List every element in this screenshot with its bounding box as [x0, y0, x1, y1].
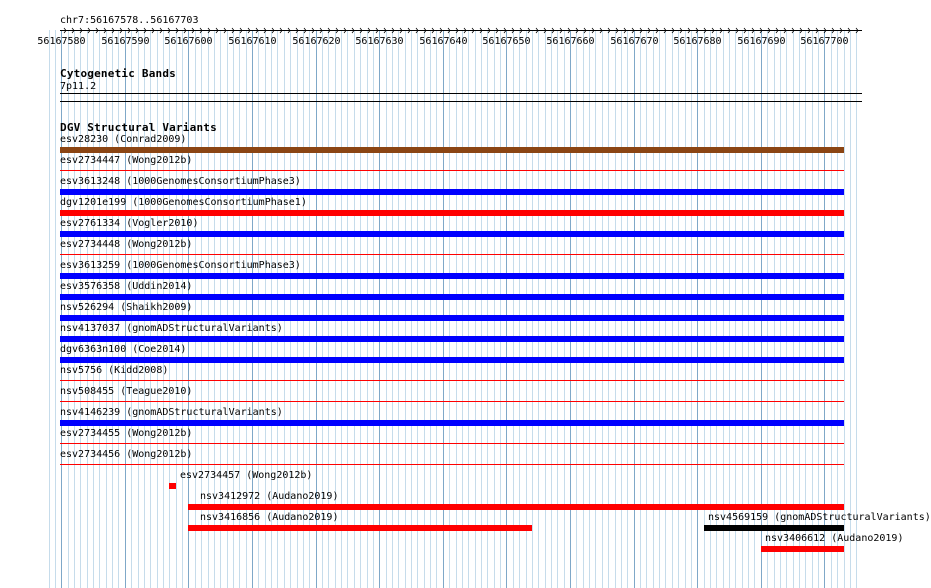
variant-label[interactable]: esv28230 (Conrad2009): [60, 134, 187, 145]
variant-label[interactable]: dgv6363n100 (Coe2014): [60, 344, 187, 355]
ruler-tick-label: 56167690: [737, 36, 786, 47]
variant-bar-nsv4146239[interactable]: [60, 420, 844, 426]
variant-bar-esv2734448[interactable]: [60, 254, 844, 255]
variant-label[interactable]: esv2734447 (Wong2012b): [60, 155, 193, 166]
ruler-tick-label: 56167580: [37, 36, 86, 47]
ruler-tick-label: 56167700: [800, 36, 849, 47]
cytoband-bar[interactable]: [60, 93, 862, 94]
dgv-track-title[interactable]: DGV Structural Variants: [60, 121, 217, 134]
variant-bar-nsv5756[interactable]: [60, 380, 844, 381]
variant-bar-esv2734447[interactable]: [60, 170, 844, 171]
variant-label[interactable]: dgv1201e199 (1000GenomesConsortiumPhase1): [60, 197, 307, 208]
cytoband-track-title[interactable]: Cytogenetic Bands: [60, 67, 176, 80]
variant-label[interactable]: esv2734455 (Wong2012b): [60, 428, 193, 439]
variant-bar-nsv3412972[interactable]: [188, 504, 844, 510]
variant-bar-esv3613248[interactable]: [60, 189, 844, 195]
ruler-tick-label: 56167680: [673, 36, 722, 47]
cytoband-label[interactable]: 7p11.2: [60, 81, 97, 92]
variant-bar-esv3576358[interactable]: [60, 294, 844, 300]
variant-label[interactable]: esv2734457 (Wong2012b): [180, 470, 313, 481]
ruler-tick-label: 56167620: [292, 36, 341, 47]
ruler-tick-label: 56167610: [228, 36, 277, 47]
variant-bar-nsv4137037[interactable]: [60, 336, 844, 342]
ruler-tick-label: 56167590: [101, 36, 150, 47]
variant-bar-esv2761334[interactable]: [60, 231, 844, 237]
variant-label[interactable]: esv3613248 (1000GenomesConsortiumPhase3): [60, 176, 301, 187]
variant-label[interactable]: nsv5756 (Kidd2008): [60, 365, 169, 376]
variant-label[interactable]: esv3613259 (1000GenomesConsortiumPhase3): [60, 260, 301, 271]
variant-bar-nsv3406612[interactable]: [761, 546, 844, 552]
variant-label[interactable]: esv2734456 (Wong2012b): [60, 449, 193, 460]
variant-bar-dgv6363n100[interactable]: [60, 357, 844, 363]
variant-label[interactable]: nsv4569159 (gnomADStructuralVariants): [708, 512, 931, 523]
ruler-tick-label: 56167650: [482, 36, 531, 47]
variant-label[interactable]: nsv3412972 (Audano2019): [200, 491, 339, 502]
variant-bar-esv2734455[interactable]: [60, 443, 844, 444]
variant-label[interactable]: nsv508455 (Teague2010): [60, 386, 193, 397]
variant-bar-esv2734456[interactable]: [60, 464, 844, 465]
variant-bar-nsv508455[interactable]: [60, 401, 844, 402]
variant-bar-nsv4569159[interactable]: [704, 525, 844, 531]
variant-bar-nsv3416856[interactable]: [188, 525, 532, 531]
variant-label[interactable]: esv3576358 (Uddin2014): [60, 281, 193, 292]
variant-label[interactable]: nsv4146239 (gnomADStructuralVariants): [60, 407, 283, 418]
ruler-tick-label: 56167600: [164, 36, 213, 47]
variant-label[interactable]: nsv4137037 (gnomADStructuralVariants): [60, 323, 283, 334]
variant-bar-esv28230[interactable]: [60, 147, 844, 153]
variant-label[interactable]: nsv3416856 (Audano2019): [200, 512, 339, 523]
position-label: chr7:56167578..56167703: [60, 15, 199, 26]
variant-bar-esv2734457[interactable]: [169, 483, 176, 489]
variant-label[interactable]: esv2761334 (Vogler2010): [60, 218, 199, 229]
variant-bar-dgv1201e199[interactable]: [60, 210, 844, 216]
track-separator: [60, 101, 862, 102]
ruler-tick-label: 56167630: [355, 36, 404, 47]
variant-label[interactable]: nsv3406612 (Audano2019): [765, 533, 904, 544]
variant-label[interactable]: esv2734448 (Wong2012b): [60, 239, 193, 250]
variant-bar-esv3613259[interactable]: [60, 273, 844, 279]
ruler-tick-label: 56167640: [419, 36, 468, 47]
variant-bar-nsv526294[interactable]: [60, 315, 844, 321]
variant-label[interactable]: nsv526294 (Shaikh2009): [60, 302, 193, 313]
ruler-tick-label: 56167660: [546, 36, 595, 47]
ruler-tick-label: 56167670: [610, 36, 659, 47]
